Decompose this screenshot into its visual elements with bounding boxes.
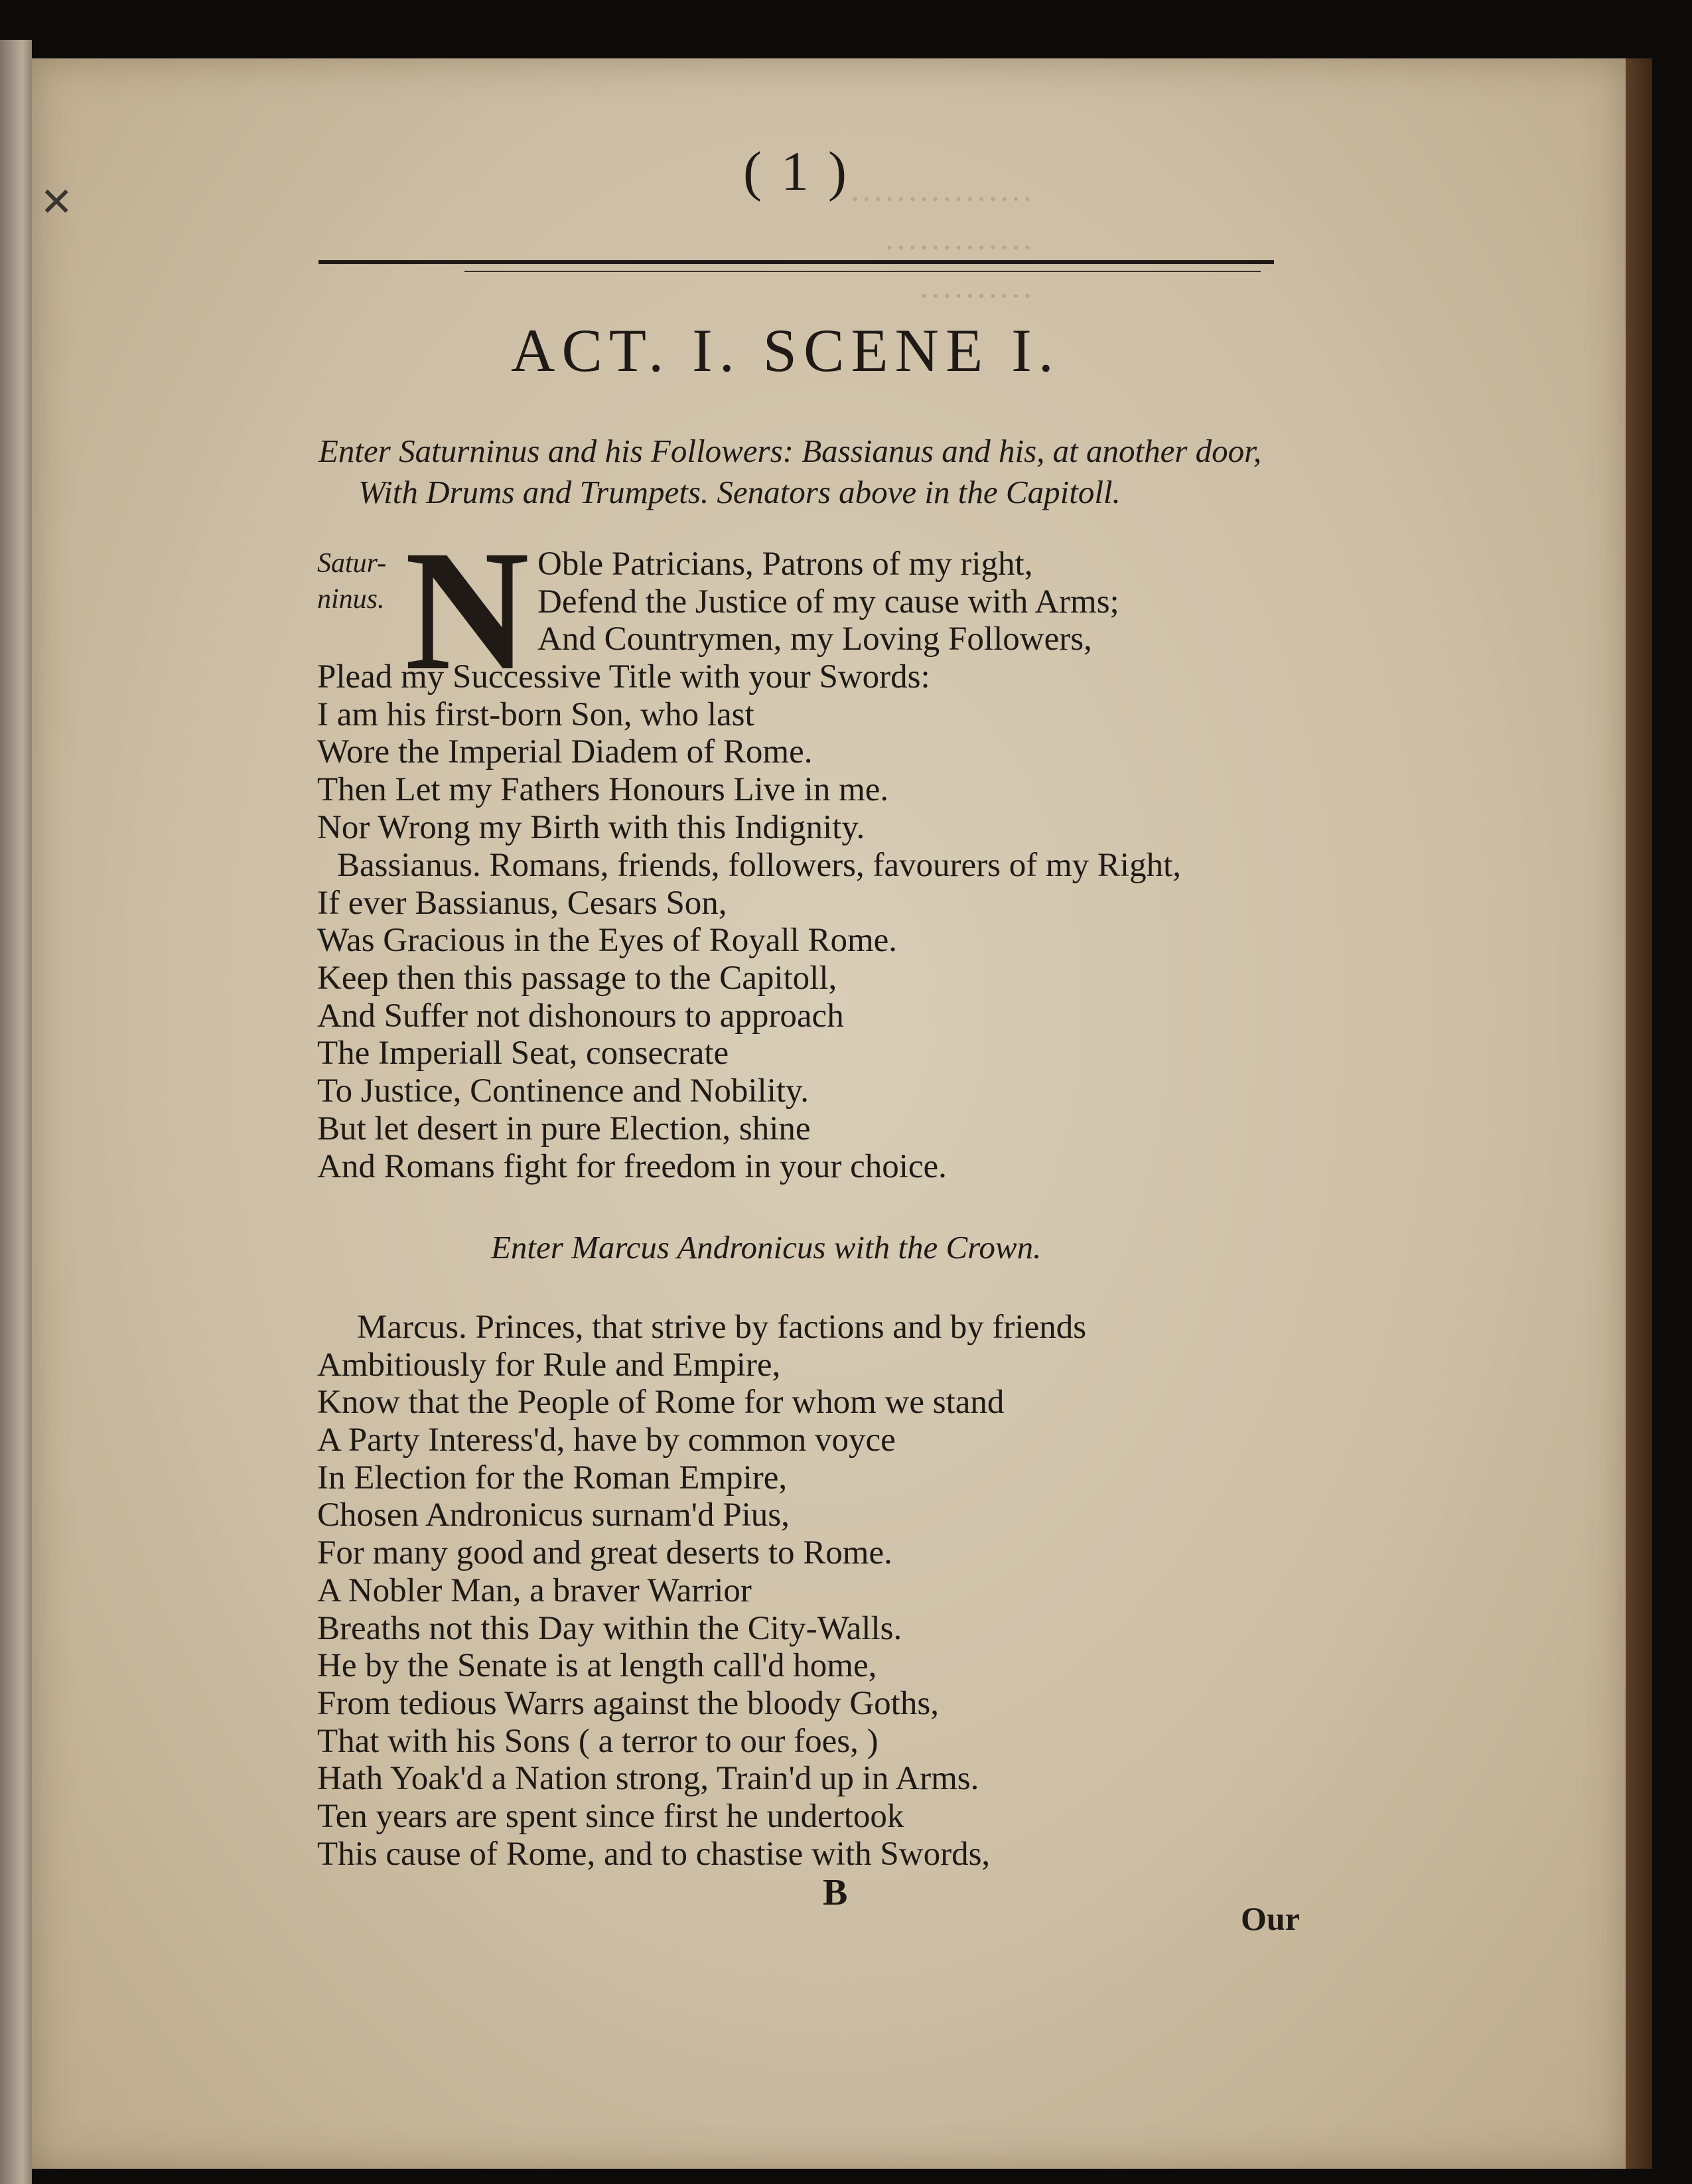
- verse-line: From tedious Warrs against the bloody Goths,: [317, 1684, 939, 1722]
- catchword: Our: [1241, 1900, 1300, 1937]
- act-scene-title: ACT. I. SCENE I.: [511, 317, 1060, 384]
- speaker-label: Satur-: [317, 548, 387, 579]
- verse-line: To Justice, Continence and Nobility.: [317, 1072, 809, 1110]
- verse-line: In Election for the Roman Empire,: [317, 1459, 788, 1496]
- verse-line: Ten years are spent since first he undertook: [317, 1797, 904, 1835]
- verse-line: Oble Patricians, Patrons of my right,: [537, 546, 1033, 583]
- verse-line: Keep then this passage to the Capitoll,: [317, 960, 837, 997]
- verse-line: That with his Sons ( a terror to our foes, ): [317, 1722, 879, 1760]
- verse-line: This cause of Rome, and to chastise with Swords,: [317, 1835, 991, 1873]
- verse-line: He by the Senate is at length call'd home,: [317, 1647, 877, 1685]
- page-fore-edge: [1626, 58, 1652, 2169]
- verse-line: Know that the People of Rome for whom we stand: [317, 1384, 1005, 1421]
- speech-saturninus-indented: [537, 546, 1119, 658]
- verse-line: And Romans fight for freedom in your choice.: [317, 1147, 947, 1185]
- verse-line: Then Let my Fathers Honours Live in me.: [317, 771, 889, 809]
- speech-marcus: [317, 1309, 1086, 1873]
- verse-line: Chosen Andronicus surnam'd Pius,: [317, 1496, 790, 1534]
- verse-line: The Imperiall Seat, consecrate: [317, 1035, 729, 1072]
- speech-saturninus: [317, 658, 930, 846]
- signature-mark: B: [823, 1872, 848, 1913]
- verse-line: But let desert in pure Election, shine: [317, 1110, 811, 1147]
- verse-line: For many good and great deserts to Rome.: [317, 1534, 892, 1572]
- stage-direction-entry: [318, 431, 1261, 471]
- header-rule-thin: [464, 271, 1261, 272]
- stage-direction-line: Enter Saturninus and his Followers: Bassianus and his, at another door,: [318, 433, 1262, 469]
- verse-line: Breaths not this Day within the City-Walls.: [317, 1609, 902, 1647]
- verse-line: If ever Bassianus, Cesars Son,: [317, 884, 727, 922]
- verse-line: A Party Interess'd, have by common voyce: [317, 1421, 896, 1459]
- verse-line: And Countrymen, my Loving Followers,: [537, 620, 1092, 658]
- verse-line: I am his first-born Son, who last: [317, 695, 754, 733]
- speech-bassianus: [317, 847, 1181, 1185]
- verse-line: Wore the Imperial Diadem of Rome.: [317, 733, 813, 771]
- bleed-through-text: ················ ············· ··········: [849, 181, 1034, 315]
- facing-page-edge: [0, 40, 32, 2184]
- stage-direction-entry-2: [358, 473, 1121, 512]
- verse-line: Hath Yoak'd a Nation strong, Train'd up in Arms.: [317, 1760, 979, 1798]
- verse-line: Marcus. Princes, that strive by factions and by friends: [357, 1309, 1087, 1346]
- verse-line: Nor Wrong my Birth with this Indignity.: [317, 808, 865, 846]
- verse-line: Plead my Successive Title with your Swords:: [317, 658, 930, 695]
- page-number: ( 1 ): [743, 141, 849, 202]
- verse-line: Ambitiously for Rule and Empire,: [317, 1346, 781, 1384]
- verse-line: A Nobler Man, a braver Warrior: [317, 1571, 752, 1609]
- drop-cap-letter: N: [405, 515, 529, 706]
- verse-line: And Suffer not dishonours to approach: [317, 997, 844, 1035]
- stage-direction-line: With Drums and Trumpets. Senators above in the Capitoll.: [358, 474, 1121, 510]
- verse-line: Bassianus. Romans, friends, followers, favourers of my Right,: [337, 847, 1181, 884]
- header-rule: [318, 260, 1274, 264]
- stage-direction-marcus-enters: [491, 1228, 1041, 1268]
- stage-direction-line: Enter Marcus Andronicus with the Crown.: [491, 1229, 1042, 1266]
- speaker-label: ninus.: [317, 584, 385, 615]
- margin-annotation-mark: ✕: [40, 181, 74, 224]
- verse-line: Defend the Justice of my cause with Arms;: [537, 583, 1119, 620]
- verse-line: Was Gracious in the Eyes of Royall Rome.: [317, 922, 898, 960]
